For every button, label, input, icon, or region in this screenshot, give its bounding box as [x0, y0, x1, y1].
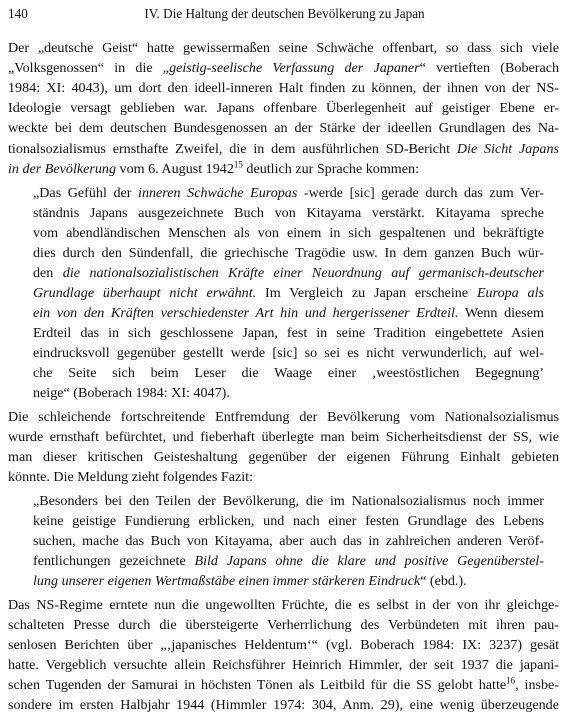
italic-text: Bild Japans ohne die klare und positive Gegenüberstel- [194, 553, 544, 569]
body-line [8, 58, 559, 78]
italic-text: Die Sicht Japans [456, 141, 559, 157]
text-run: deutlich zur Sprache kommen: [242, 161, 419, 177]
body-line [8, 78, 559, 98]
text-run: senlosen Berichten über „‚japanisches Heldentum‘“ (vgl. Boberach 1984: IX: 3237) gesät [8, 637, 559, 653]
text-run: 1984: XI: 4043), um dort den ideell-inneren Halt finden zu können, der ihnen von der NS- [8, 80, 559, 96]
quote-line [33, 303, 544, 323]
quote-line [33, 203, 544, 223]
text-run: Wenn diesem [458, 305, 544, 321]
body-line [8, 98, 559, 118]
text-run: hatte. Vergeblich versuchte allein Reichsführer Heinrich Himmler, der seit 1937 die japani- [8, 657, 559, 673]
text-run: neige“ (Boberach 1984: XI: 4047). [33, 385, 230, 401]
text-run: Der „deutsche Geist“ hatte gewissermaßen seine Schwäche offenbart, so dass sich viele [8, 40, 559, 56]
text-run: den [33, 265, 63, 281]
footnote-ref: 15 [233, 159, 243, 170]
italic-text: ein von den Kräften verschiedenster Art hin und hergerissener Erdteil. [33, 305, 459, 321]
italic-text: inneren Schwäche Europas [138, 185, 298, 201]
body-line [8, 675, 559, 695]
text-run: dies durch den Sündenfall, die griechische Tragödie usw. In dem ganzen Buch wür- [33, 245, 544, 261]
text-run: vom 6. August 1942 [116, 161, 234, 177]
body-line [8, 159, 559, 179]
text-run: wurde ernsthaft befürchtet, und fieberhaft überlegte man beim Sicherheitsdienst der SS, wie [8, 429, 559, 445]
italic-text: die nationalsozialistischen Kräfte einer Neuordnung auf germanisch-deutscher [62, 265, 544, 281]
text-run: tionalsozialismus ernsthafte Zweifel, die in dem ausführlichen SD-Bericht [8, 141, 457, 157]
page-number: 140 [8, 6, 28, 21]
italic-text: in der Bevölkerung [8, 161, 117, 177]
body-line [8, 615, 559, 635]
quote-line [33, 363, 544, 383]
quote-line [33, 243, 544, 263]
quote-line [33, 283, 544, 303]
body-line [8, 118, 559, 138]
italic-text: geistig-seelische Verfassung der Japaner [169, 60, 420, 76]
body-line [8, 139, 559, 159]
quote-line [33, 263, 544, 283]
text-run: “ (ebd.). [420, 573, 467, 589]
body-line [8, 655, 559, 675]
text-run: eindrucksvoll gegenüber gestellt werde [sic] so sei es nicht verwunderlich, auf wel- [33, 345, 544, 361]
text-run: “ vertieften (Boberach [419, 60, 559, 76]
body-line [8, 427, 559, 447]
text-run: „Besonders bei den Teilen der Bevölkerung, die im Nationalsozialismus noch immer [33, 493, 544, 509]
body-line [8, 595, 559, 615]
text-run: vom abendländischen Menschen als von einem in sich gespaltenen und bekräftigte [33, 225, 544, 241]
text-run: „Das Gefühl der [33, 185, 139, 201]
body-line [8, 467, 559, 487]
text-run: Erdteil das in sich geschlossene Japan, fest in seine Tradition eingebettete Asien [33, 325, 544, 341]
text-run: „Volksgenossen“ in die „ [8, 60, 170, 76]
quote-line [33, 383, 544, 403]
page-header [0, 2, 569, 24]
text-run: schen Tugenden der Samurai in höchsten Tönen als Leitbild für die SS gelobt hatte [8, 677, 507, 693]
italic-text: lung unserer eigenen Wertmaßstäbe einen immer stärkeren Eindruck [33, 573, 421, 589]
quote-line [33, 491, 544, 511]
quote-line [33, 571, 544, 591]
quote-line [33, 223, 544, 243]
text-run: suchen, mache das Buch von Kitayama, aber auch das in zahlreichen anderen Veröf- [33, 533, 544, 549]
text-run: fentlichungen gezeichnete [33, 553, 195, 569]
text-run: Das NS-Regime erntete nun die ungewollten Früchte, die es selbst in der von ihr gleichge- [8, 597, 559, 613]
text-run: -werde [sic] gerade durch das zum Ver- [297, 185, 544, 201]
quote-line [33, 343, 544, 363]
text-run: che Seite sich beim Leser die Waage einer ‚weestöstlichen Begegnung’ [33, 365, 544, 381]
body-line [8, 635, 559, 655]
quote-line [33, 183, 544, 203]
text-run: ständnis Japans ausgezeichnete Buch von Kitayama verstärkt. Kitayama spreche [33, 205, 544, 221]
quote-line [33, 511, 544, 531]
body-line [8, 38, 559, 58]
quote-line [33, 551, 544, 571]
text-run: schalteten Presse durch die übersteigerte Verherrlichung des Verbündeten mit ihren pau- [8, 617, 559, 633]
running-title: IV. Die Haltung der deutschen Bevölkerung zu Japan [144, 6, 425, 21]
text-run: sondere im ersten Halbjahr 1944 (Himmler 1974: 304, Anm. 29), eine wenig überzeugende [8, 697, 559, 713]
text-run: Die schleichende fortschreitende Entfremdung der Bevölkerung vom Nationalsozialismus [8, 409, 559, 425]
text-run: , insbe- [515, 677, 559, 693]
italic-text: Grundlage überhaupt nicht erwähnt. [33, 285, 257, 301]
body-line [8, 447, 559, 467]
text-run: weckte bei dem deutschen Bundesgenossen an der Stärke der ideellen Grundlagen des Na- [8, 120, 559, 136]
body-line [8, 695, 559, 715]
text-run: keine geistige Fundierung erblicken, und nach einer festen Grundlage des Lebens [33, 513, 544, 529]
text-run: man dieser kritischen Geisteshaltung gegenüber der eigenen Führung Einhalt gebieten [8, 449, 559, 465]
text-run: Ideologie versagt geblieben war. Japans offenbare Überlegenheit auf geistiger Ebene er- [8, 100, 559, 116]
quote-line [33, 323, 544, 343]
text-run: könnte. Die Meldung zieht folgendes Fazit: [8, 469, 254, 485]
footnote-ref: 16 [506, 675, 516, 686]
text-run: Im Vergleich zu Japan erscheine [256, 285, 477, 301]
italic-text: Europa als [476, 285, 544, 301]
quote-line [33, 531, 544, 551]
body-line [8, 407, 559, 427]
